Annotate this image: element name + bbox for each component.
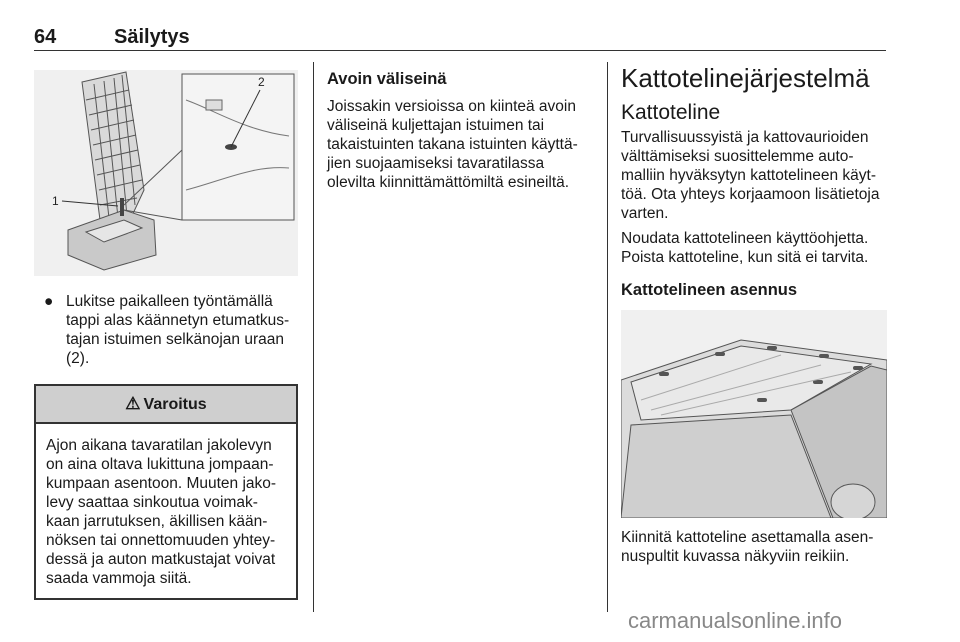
partition-illustration-svg (34, 70, 298, 276)
warning-title: Varoitus (143, 396, 207, 413)
column-1 (34, 70, 298, 600)
chapter-title: Kattotelinejärjestelmä (621, 63, 870, 93)
open-partition-heading: Avoin väliseinä (327, 70, 447, 88)
column-divider-2 (607, 62, 608, 612)
watermark: carmanualsonline.info (628, 608, 843, 633)
instruction-bullet (34, 292, 298, 368)
column-divider-1 (313, 62, 314, 612)
seat-base (68, 210, 156, 270)
locking-pin (120, 198, 124, 216)
roof-rack-subtitle: Kattoteline (621, 101, 721, 124)
column-3 (621, 62, 887, 566)
bullet-dot: ● (44, 293, 54, 310)
roof-rack-illustration (621, 310, 887, 518)
column-2 (327, 70, 595, 192)
roof-rack-paragraph-2: Noudata kattotelineen käyttöohjetta. Poista kattoteline, kun sitä ei tarvita. (621, 230, 869, 266)
install-caption: Kiinnitä kattoteline asettamalla asennuspultit kuvassa näkyviin reikiin. (621, 529, 874, 565)
roof-rack-paragraph-1: Turvallisuussyistä ja kattovaurioiden välttämiseksi suosittelemme automalliin hyväksytyn kattotelineen käyttöä. Ota yhteys korjaamoon lisätietoja varten. (621, 129, 880, 222)
open-partition-paragraph: Joissakin versioissa on kiinteä avoin väliseinä kuljettajan istuimen tai takaistuinten takana istuinten käyttäjien suojaamiseksi tavaratilassa olevilta kiinnittämättömiltä esineiltä. (327, 98, 578, 191)
warning-body: Ajon aikana tavaratilan jakolevyn on aina oltava lukittuna jompaankumpaan asentoon. Muuten jakolevy saattaa sinkoutua voimakkaan jarrutuksen, äkillisen käännöksen tai onnettomuuden yhteydessä ja auton matkustajat voivat saada vammoja siitä. (46, 437, 277, 587)
detail-inset (182, 74, 294, 220)
roof-rack-install-heading: Kattotelineen asennus (621, 281, 798, 299)
callout-1-label: 1 (52, 194, 59, 208)
warning-triangle-icon: ⚠ (125, 394, 141, 413)
van-roof-svg (621, 310, 887, 518)
warning-header (36, 386, 296, 424)
partition-locking-illustration (34, 70, 298, 276)
van-body (621, 340, 887, 518)
header-rule (34, 50, 886, 51)
mesh-partition (82, 72, 144, 220)
callout-2-label: 2 (258, 75, 265, 89)
bullet-text: Lukitse paikalleen työntämällä tappi alas käännetyn etumatkustajan istuimen selkänojan uraan (2). (66, 293, 290, 367)
page-number: 64 (34, 26, 57, 48)
section-title: Säilytys (114, 26, 190, 48)
warning-box (34, 384, 298, 600)
